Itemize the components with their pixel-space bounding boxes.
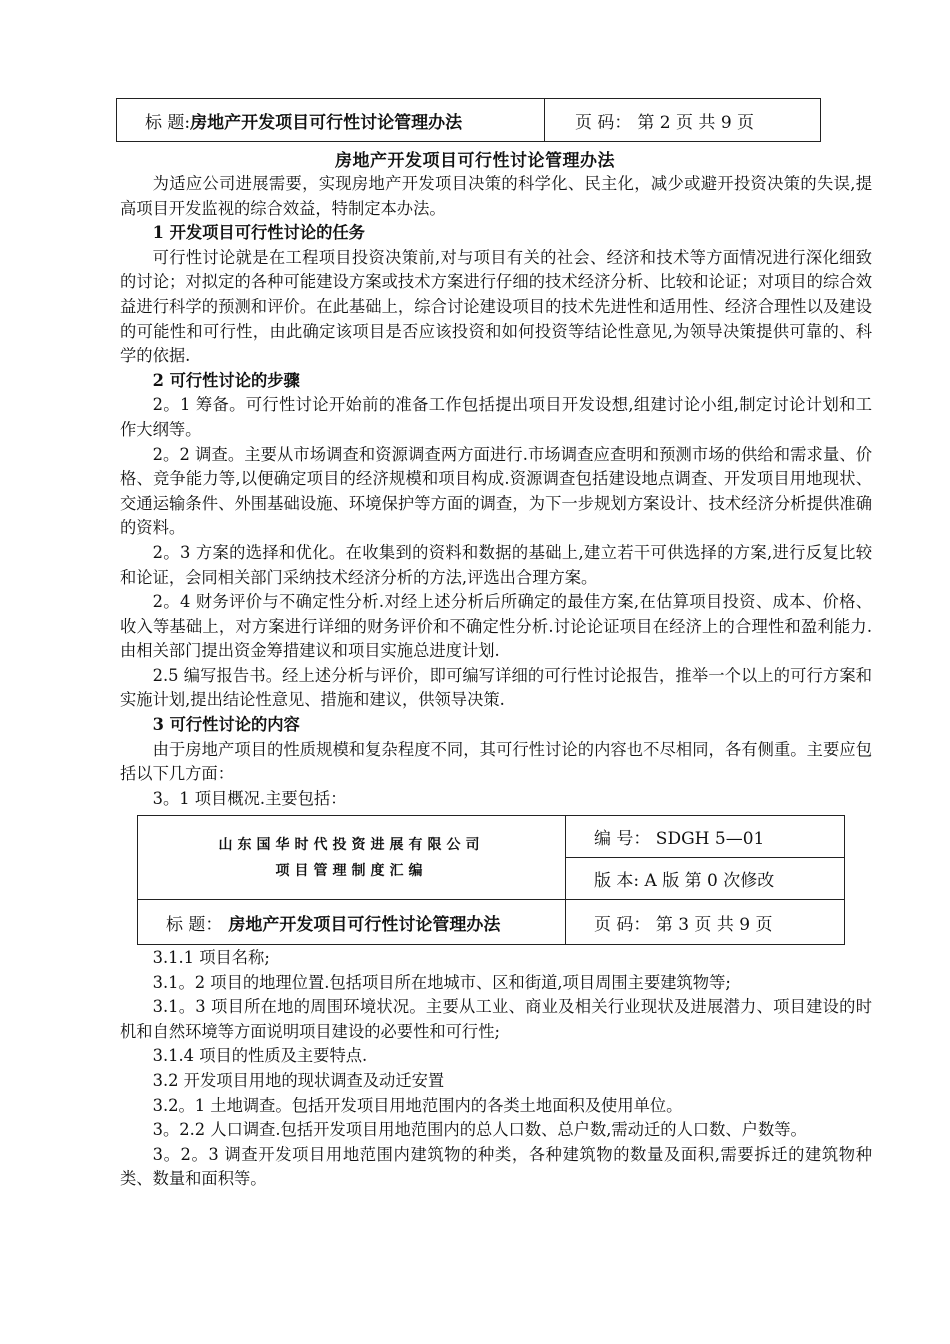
mid-page: 页 码： 第 3 页 共 9 页 <box>594 914 773 935</box>
paragraph: 可行性讨论就是在工程项目投资决策前,对与项目有关的社会、经济和技术等方面情况进行深化细致的讨论；对拟定的各种可能建设方案或技术方案进行仔细的技术经济分析、比较和论证；对项目的综合效益进行科学的预测和评价。在此基础上，综合讨论建设项目的技术先进性和适用性、经济合理性以及建设的可能性和可行性，由此确定该项目是否应该投资和如何投资等结论性意见,为领导决策提供可靠的、科学的依据. <box>120 247 872 366</box>
manual-name: 项目管理制度汇编 <box>275 862 428 879</box>
heading-section-2: 2 可行性讨论的步骤 <box>152 370 300 390</box>
header-title-label: 标 题: <box>145 112 191 133</box>
mid-title-cell <box>138 900 566 944</box>
heading-section-3: 3 可行性讨论的内容 <box>152 715 300 735</box>
paragraph: 3.1。3 项目所在地的周围环境状况。主要从工业、商业及相关行业现状及进展潜力、项目建设的时机和自然环境等方面说明项目建设的必要性和可行性; <box>120 997 872 1041</box>
body-section-1 <box>120 172 872 811</box>
paragraph: 3.2 开发项目用地的现状调查及动迁安置 <box>152 1070 445 1090</box>
paragraph-intro: 为适应公司进展需要，实现房地产开发项目决策的科学化、民主化，减少或避开投资决策的失误,提高项目开发监视的综合效益，特制定本办法。 <box>120 174 872 218</box>
header-table-top <box>116 98 821 142</box>
paragraph: 3。1 项目概况.主要包括： <box>152 788 347 808</box>
mid-title-value: 房地产开发项目可行性讨论管理办法 <box>228 914 501 935</box>
mid-title-label: 标 题： <box>166 914 223 935</box>
paragraph: 2.5 编写报告书。经上述分析与评价，即可编写详细的可行性讨论报告，推举一个以上的可行方案和实施计划,提出结论性意见、措施和建议，供领导决策. <box>120 665 872 710</box>
paragraph: 2。3 方案的选择和优化。在收集到的资料和数据的基础上,建立若干可供选择的方案,进行反复比较和论证，会同相关部门采纳技术经济分析的方法,评选出合理方案。 <box>120 542 872 587</box>
company-cell <box>138 816 566 899</box>
paragraph: 2。4 财务评价与不确定性分析.对经上述分析后所确定的最佳方案,在估算项目投资、成本、价格、收入等基础上，对方案进行详细的财务评价和不确定性分析.讨论论证项目在经济上的合理性和盈利能力.由相关部门提出资金筹措建议和项目实施总进度计划. <box>120 592 872 661</box>
doc-version: 版 本: A 版 第 0 次修改 <box>594 871 775 891</box>
doc-number: 编 号： SDGH 5—01 <box>566 816 844 858</box>
paragraph: 由于房地产项目的性质规模和复杂程度不同，其可行性讨论的内容也不尽相同，各有侧重。主要应包括以下几方面： <box>120 739 872 784</box>
paragraph: 2。1 筹备。可行性讨论开始前的准备工作包括提出项目开发设想,组建讨论小组,制定讨论计划和工作大纲等。 <box>120 395 872 439</box>
paragraph: 3.1.1 项目名称; <box>152 948 270 967</box>
header-title-value: 房地产开发项目可行性讨论管理办法 <box>190 112 463 133</box>
body-section-2 <box>120 946 872 1192</box>
header-page-value: 第 2 页 共 9 页 <box>637 112 755 133</box>
paragraph: 3。2.2 人口调查.包括开发项目用地范围内的总人口数、总户数,需动迁的人口数、户数等。 <box>152 1120 807 1140</box>
header-title-cell <box>117 99 545 141</box>
document-title: 房地产开发项目可行性讨论管理办法 <box>335 151 615 171</box>
heading-section-1: 1 开发项目可行性讨论的任务 <box>152 223 365 243</box>
header-table-mid <box>137 815 845 945</box>
paragraph: 3.1。2 项目的地理位置.包括项目所在地城市、区和街道,项目周围主要建筑物等; <box>152 972 731 992</box>
header-page-label: 页 码： <box>575 112 632 133</box>
paragraph: 2。2 调查。主要从市场调查和资源调查两方面进行.市场调查应查明和预测市场的供给和需求量、价格、竞争能力等,以便确定项目的经济规模和项目构成.资源调查包括建设地点调查、开发项目用地现状、交通运输条件、外围基础设施、环境保护等方面的调查，为下一步规划方案设计、技术经济分析提供准确的资料。 <box>120 444 872 538</box>
company-name: 山东国华时代投资进展有限公司 <box>218 836 485 853</box>
paragraph: 3。2。3 调查开发项目用地范围内建筑物的种类，各种建筑物的数量及面积,需要拆迁的建筑物种类、数量和面积等。 <box>120 1144 872 1189</box>
paragraph: 3.1.4 项目的性质及主要特点. <box>152 1046 368 1066</box>
paragraph: 3.2。1 土地调查。包括开发项目用地范围内的各类土地面积及使用单位。 <box>152 1095 683 1115</box>
header-page-cell <box>545 99 820 141</box>
